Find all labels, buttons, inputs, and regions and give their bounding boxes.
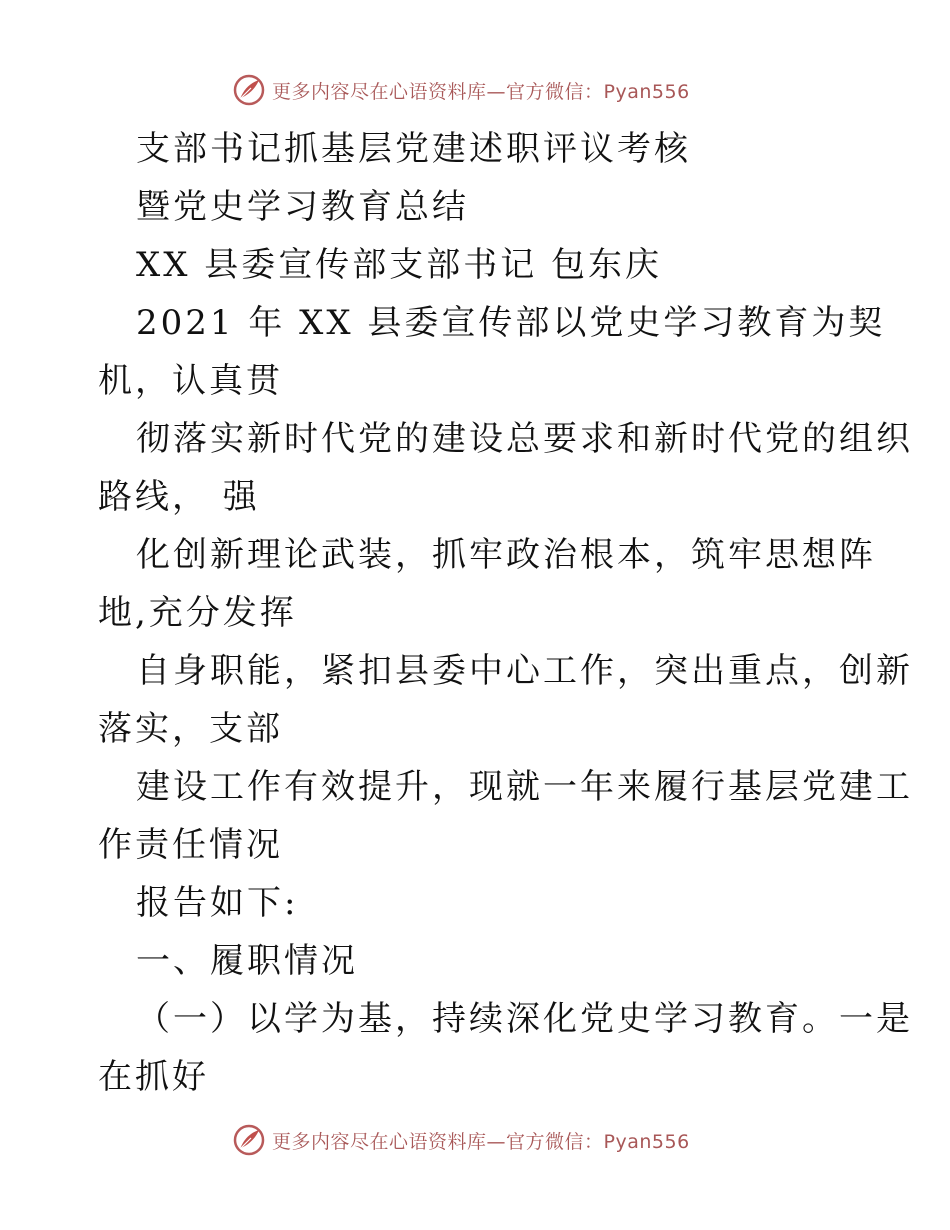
doc-line-3: XX 县委宣传部支部书记 包东庆	[136, 245, 663, 285]
header-watermark	[232, 70, 690, 110]
document-body	[98, 120, 913, 1106]
doc-line-2: 暨党史学习教育总结	[136, 187, 469, 227]
doc-line-7: 路线， 强	[98, 477, 260, 517]
doc-line-15: 一、履职情况	[136, 941, 358, 981]
doc-line-5: 机，认真贯	[98, 361, 283, 401]
doc-line-12: 建设工作有效提升，现就一年来履行基层党建工	[136, 767, 913, 807]
watermark-text: 更多内容尽在心语资料库—官方微信：Pyan556	[272, 1130, 690, 1153]
doc-line-10: 自身职能，紧扣县委中心工作，突出重点，创新	[136, 651, 913, 691]
doc-line-11: 落实，支部	[98, 709, 283, 749]
doc-line-14: 报告如下:	[136, 883, 299, 923]
doc-line-13: 作责任情况	[98, 825, 283, 865]
doc-line-9: 地,充分发挥	[98, 593, 297, 633]
feather-pen-logo-icon	[232, 1123, 266, 1157]
doc-line-6: 彻落实新时代党的建设总要求和新时代党的组织	[136, 419, 913, 459]
doc-line-17: 在抓好	[98, 1057, 209, 1097]
doc-line-16: （一）以学为基，持续深化党史学习教育。一是	[136, 999, 913, 1039]
watermark-text: 更多内容尽在心语资料库—官方微信：Pyan556	[272, 80, 690, 103]
feather-pen-logo-icon	[232, 73, 266, 107]
doc-line-1: 支部书记抓基层党建述职评议考核	[136, 129, 691, 169]
footer-watermark	[232, 1120, 690, 1160]
doc-line-8: 化创新理论武装，抓牢政治根本，筑牢思想阵	[136, 535, 876, 575]
doc-line-4: 2021 年 XX 县委宣传部以党史学习教育为契	[136, 303, 886, 343]
